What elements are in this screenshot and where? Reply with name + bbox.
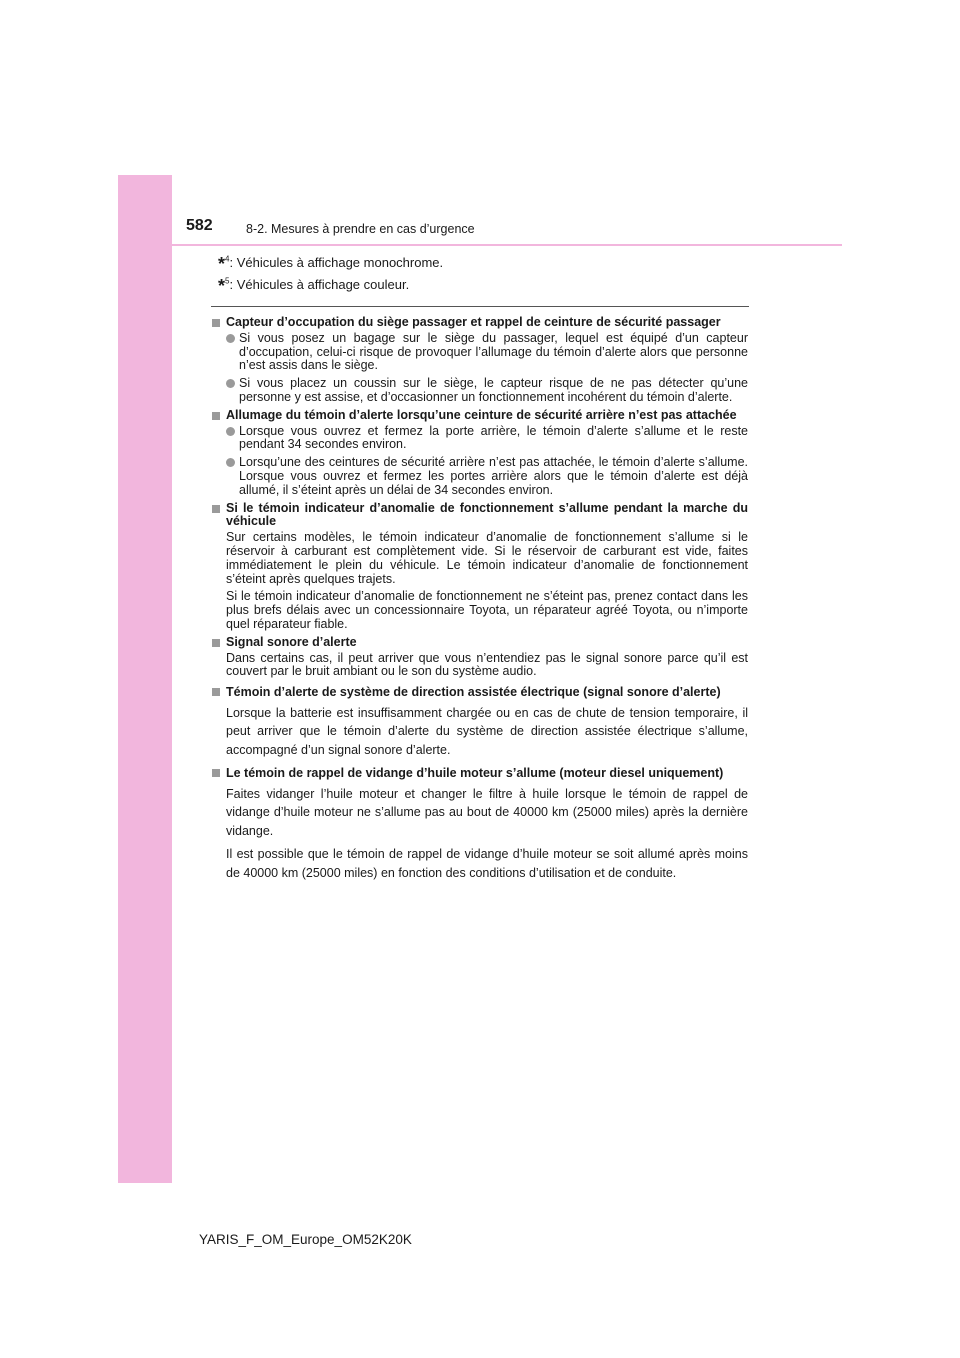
- header-rule: [172, 244, 842, 246]
- section-oil-change-reminder: [211, 764, 748, 882]
- square-bullet-icon: [212, 505, 220, 513]
- section-title: Signal sonore d’alerte: [226, 634, 357, 649]
- paragraph: Faites vidanger l’huile moteur et changer le filtre à huile lorsque le témoin de rappel de vidange d’huile moteur ne s’allume pas au bout de 40000 km (25000 miles) après la dernière vidange.: [226, 786, 748, 838]
- paragraph: Dans certains cas, il peut arriver que vous n’entendiez pas le signal sonore parce qu’il est couvert par le bruit ambiant ou le son du système audio.: [226, 650, 748, 679]
- square-bullet-icon: [212, 688, 220, 696]
- section-title: Témoin d’alerte de système de direction assistée électrique (signal sonore d’alerte): [226, 685, 721, 700]
- section-title: Allumage du témoin d’alerte lorsqu’une ceinture de sécurité arrière n’est pas attachée: [226, 407, 737, 422]
- footnote-5: *$^5$: Véhicules à affichage couleur.: [218, 276, 410, 296]
- section-passenger-seat-sensor: [211, 316, 748, 405]
- footnote-4: *$^4$: Véhicules à affichage monochrome.: [218, 254, 444, 274]
- paragraph: Si le témoin indicateur d’anomalie de fonctionnement ne s’éteint pas, prenez contact dans les plus brefs délais avec un concessionnaire Toyota, un réparateur agréé Toyota, ou n’importe quel réparateur fiable.: [226, 589, 748, 631]
- section-title: Le témoin de rappel de vidange d’huile moteur s’allume (moteur diesel uniquement): [226, 766, 724, 781]
- paragraph: Il est possible que le témoin de rappel de vidange d’huile moteur se soit allumé après moins de 40000 km (25000 miles) en fonction des conditions d’utilisation et de conduite.: [226, 847, 748, 880]
- section-title: Capteur d’occupation du siège passager et rappel de ceinture de sécurité passager: [226, 315, 721, 329]
- round-bullet-icon: [226, 427, 235, 436]
- page-number: 582: [186, 217, 213, 234]
- square-bullet-icon: [212, 639, 220, 647]
- list-item: Si vous posez un bagage sur le siège du passager, lequel est équipé d’un capteur d’occupation, celui-ci risque de provoquer l’allumage du témoin d’alerte alors que personne n’est assis dans le siège.: [226, 332, 748, 373]
- list-item: Lorsque vous ouvrez et fermez la porte arrière, le témoin d’alerte s’allume et le reste pendant 34 secondes environ.: [226, 425, 748, 453]
- round-bullet-icon: [226, 334, 235, 343]
- document-code: YARIS_F_OM_Europe_OM52K20K: [199, 1232, 412, 1247]
- section-power-steering-warning: [211, 683, 748, 759]
- round-bullet-icon: [226, 379, 235, 388]
- paragraph: Lorsque la batterie est insuffisamment chargée ou en cas de chute de tension temporaire, il peut arriver que le témoin d’alerte du système de direction assistée électrique s’allume, accompagné d’un signal sonore d’alerte.: [226, 705, 748, 757]
- square-bullet-icon: [212, 319, 220, 327]
- chapter-tab-band: [118, 175, 172, 1183]
- square-bullet-icon: [212, 769, 220, 777]
- paragraph: Sur certains modèles, le témoin indicateur d’anomalie de fonctionnement s’allume si le réservoir à carburant est complètement vide. Si le réservoir de carburant est vide, faites immédiatement le plein du véhicule. Le témoin indicateur d’anomalie de fonctionnement s’éteint après quelques trajets.: [226, 530, 748, 586]
- list-item: Si vous placez un coussin sur le siège, le capteur risque de ne pas détecter qu’une personne y est assise, et d’occasionner un fonctionnement incohérent du témoin d’alerte.: [226, 377, 748, 405]
- section-title: Si le témoin indicateur d’anomalie de fonctionnement s’allume pendant la marche du véhicule: [226, 500, 748, 529]
- list-item: Lorsqu’une des ceintures de sécurité arrière n’est pas attachée, le témoin d’alerte s’allume. Lorsque vous ouvrez et fermez les portes arrière alors que le témoin d’alerte est déjà allumé, il s’éteint après un délai de 34 secondes environ.: [226, 456, 748, 497]
- section-heading: 8-2. Mesures à prendre en cas d’urgence: [246, 222, 475, 236]
- section-malfunction-indicator: [211, 502, 748, 632]
- section-warning-buzzer: [211, 636, 748, 679]
- section-rear-seatbelt-warning: [211, 409, 748, 498]
- content: [211, 316, 748, 887]
- square-bullet-icon: [212, 412, 220, 420]
- round-bullet-icon: [226, 458, 235, 467]
- separator-line: [211, 306, 749, 307]
